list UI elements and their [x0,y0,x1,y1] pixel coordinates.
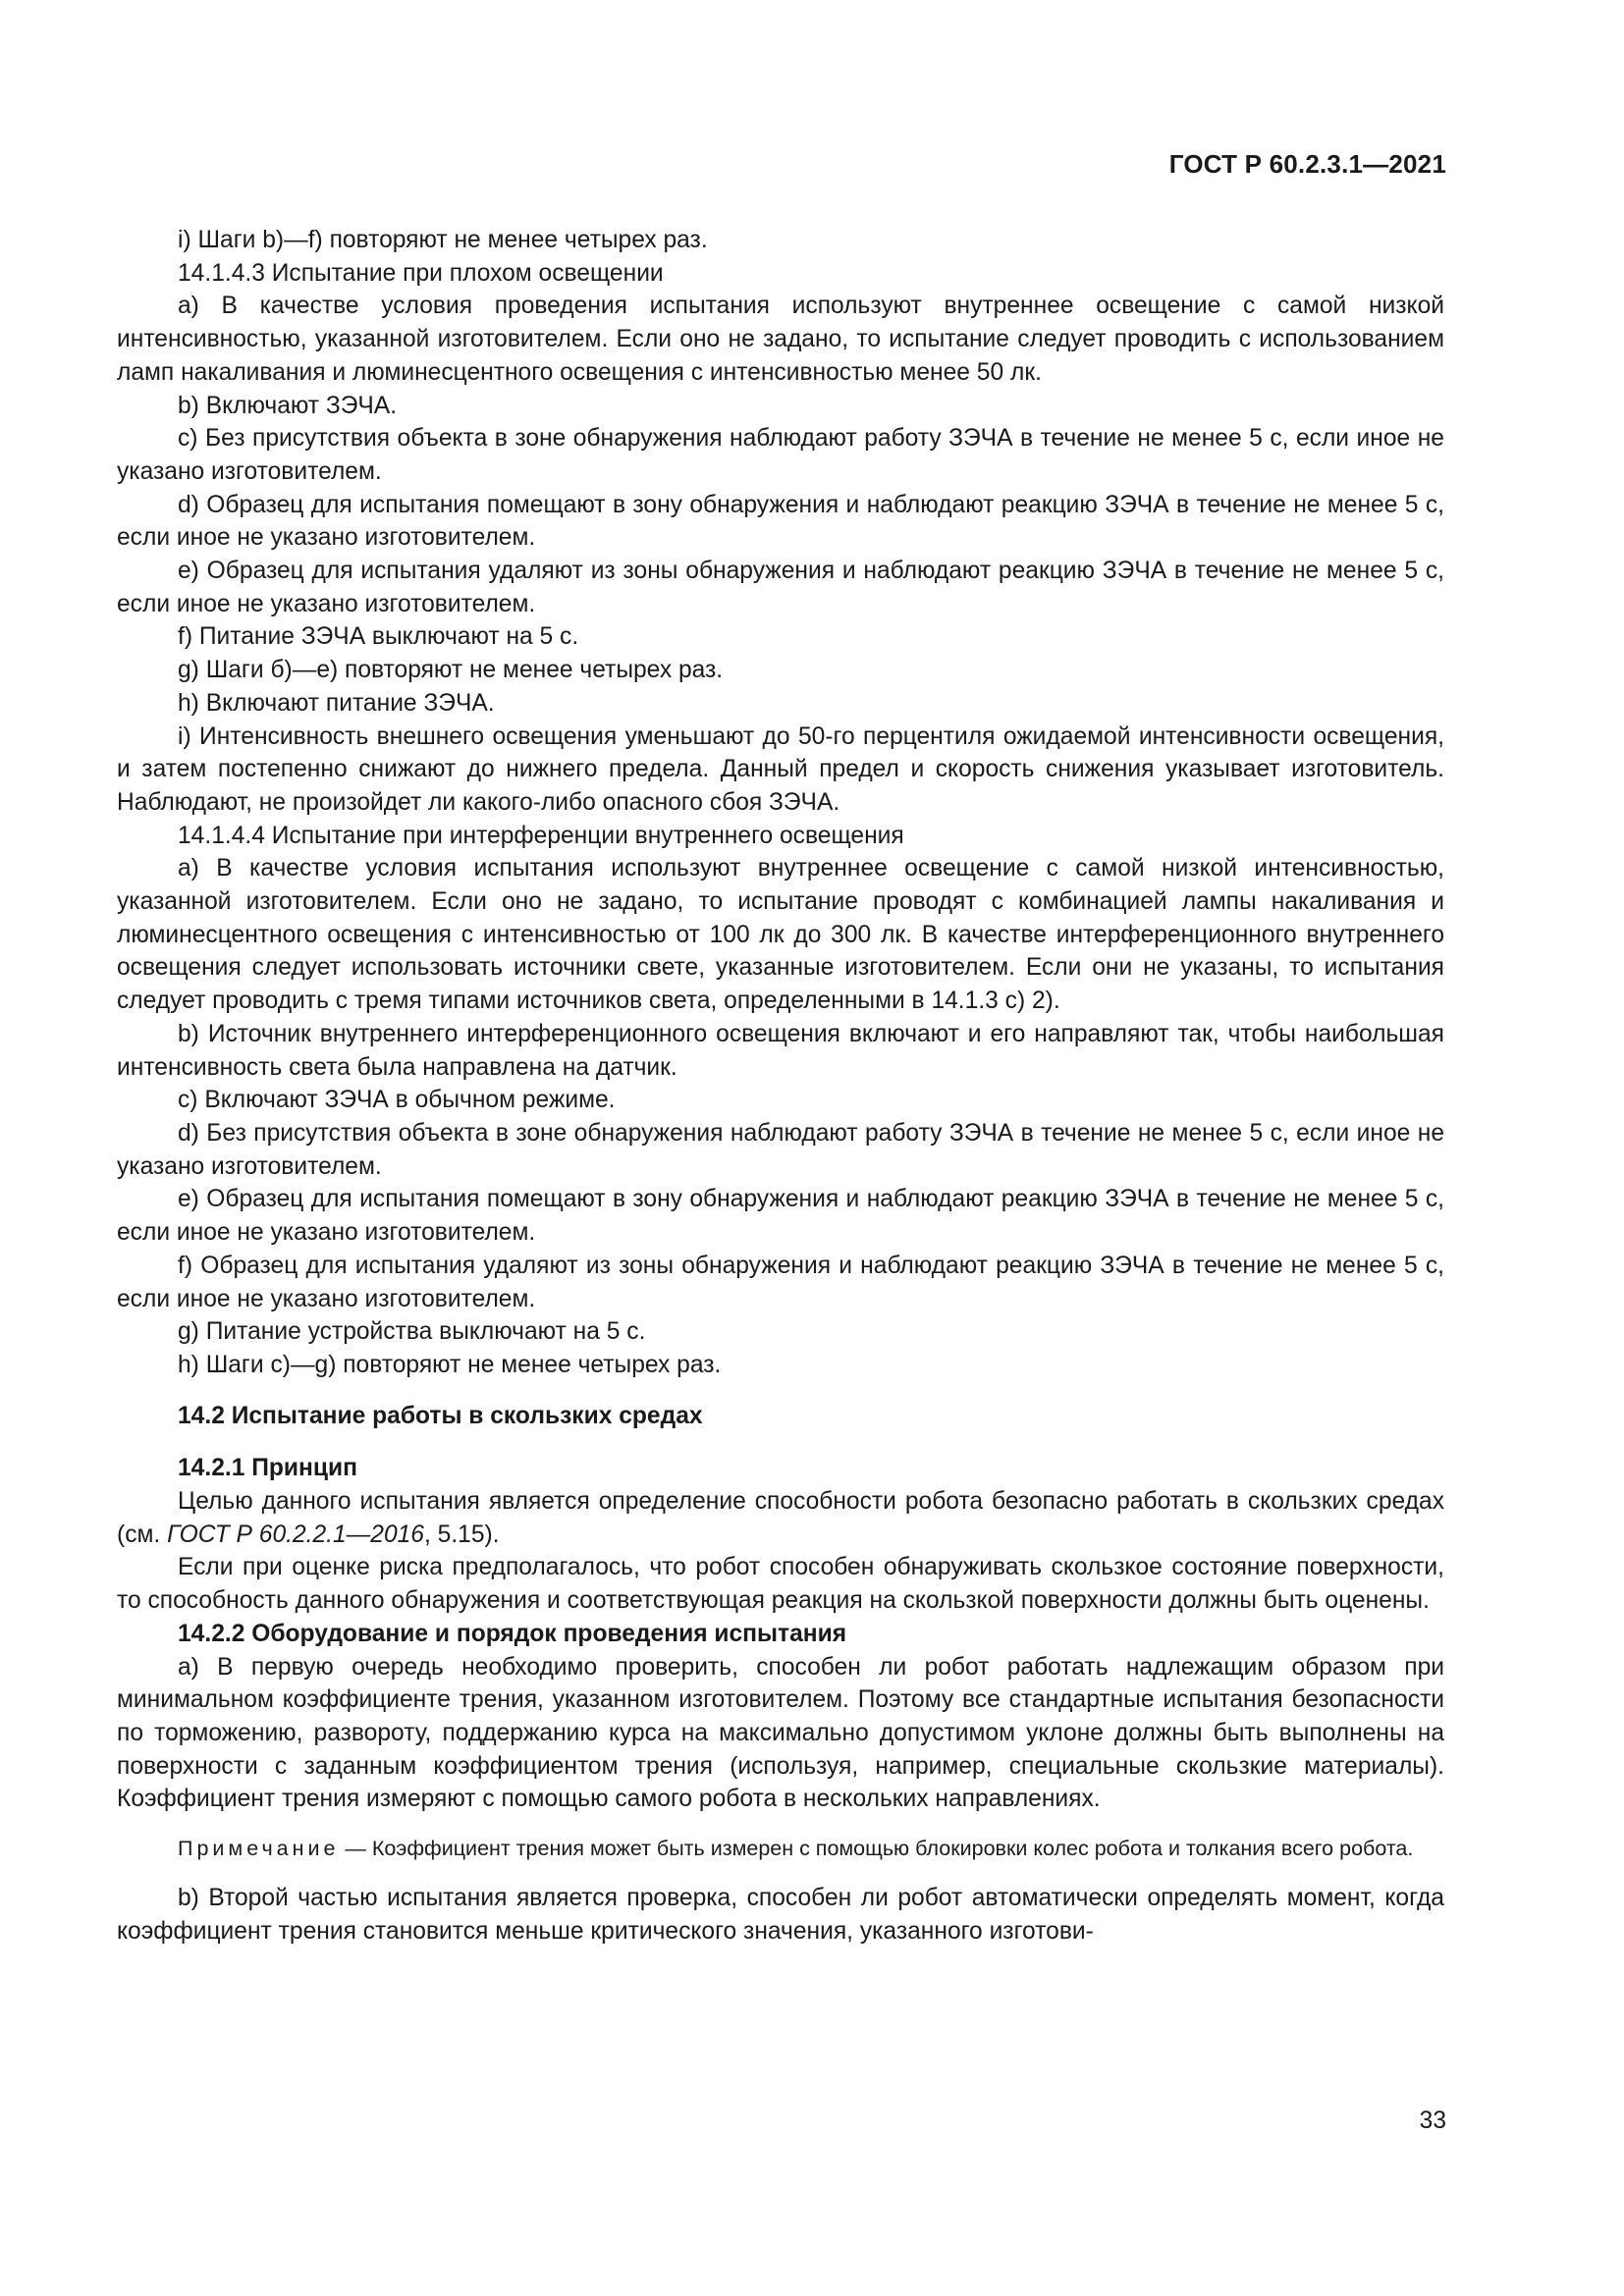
clause-heading: 14.1.4.3 Испытание при плохом освещении [178,259,664,287]
paragraph: i) Интенсивность внешнего освещения уменьшают до 50-го перцентиля ожидаемой интенсивности освещения, и затем постепенно снижают до нижнего предела. Данный предел и скорость снижения указывает изготовитель. Наблюдают, не произойдет ли какого-либо опасного сбоя ЗЭЧА. [117,722,1444,816]
paragraph: g) Шаги б)—е) повторяют не менее четырех раз. [178,657,724,684]
paragraph: b) Включают ЗЭЧА. [178,392,398,419]
paragraph-text: Целью данного испытания является определение способности робота безопасно работать в скользких средах (см. [117,1488,1444,1548]
subsection-heading: 14.2.2 Оборудование и порядок проведения испытания [178,1620,847,1647]
paragraph: c) Включают ЗЭЧА в обычном режиме. [178,1087,616,1114]
paragraph: a) В качестве условия испытания используют внутреннее освещение с самой низкой интенсивностью, указанной изготовителем. Если оно не задано, то испытание проводят с комбинацией лампы накаливания и люминесцентного освещения с интенсивностью от 100 лк до 300 лк. В качестве интерференционного внутреннего освещения следует использовать источники свете, указанные изготовителем. Если они не указаны, то испытания следует проводить с тремя типами источников света, определенными в 14.1.3 с) 2). [117,855,1444,1015]
paragraph: h) Шаги с)—g) повторяют не менее четырех раз. [178,1351,722,1378]
clause-heading: 14.1.4.4 Испытание при интерференции внутреннего освещения [178,822,904,849]
standard-reference: ГОСТ Р 60.2.2.1—2016 [167,1521,424,1548]
paragraph: h) Включают питание ЗЭЧА. [178,689,495,717]
paragraph: e) Образец для испытания удаляют из зоны обнаружения и наблюдают реакцию ЗЭЧА в течение не менее 5 с, если иное не указано изготовителем. [117,558,1444,617]
document-body [117,224,1444,1948]
document-code-header: ГОСТ Р 60.2.3.1—2021 [1168,149,1446,179]
note [117,1834,1444,1864]
paragraph: c) Без присутствия объекта в зоне обнаружения наблюдают работу ЗЭЧА в течение не менее 5 с, если иное не указано изготовителем. [117,425,1444,485]
paragraph: a) В первую очередь необходимо проверить, способен ли робот работать надлежащим образом при минимальном коэффициенте трения, указанном изготовителем. Поэтому все стандартные испытания безопасности по торможению, развороту, поддержанию курса на максимально допустимом уклоне должны быть выполнены на поверхности с заданным коэффициентом трения (используя, например, специальные скользкие материалы). Коэффициент трения измеряют с помощью самого робота в нескольких направлениях. [117,1653,1444,1813]
paragraph-with-reference [117,1485,1444,1551]
subsection-heading: 14.2.1 Принцип [178,1455,357,1482]
note-label: Примечание [178,1837,340,1861]
paragraph: f) Образец для испытания удаляют из зоны обнаружения и наблюдают реакцию ЗЭЧА в течение не менее 5 с, если иное не указано изготовителем. [117,1252,1444,1312]
paragraph: f) Питание ЗЭЧА выключают на 5 с. [178,623,579,651]
paragraph: b) Второй частью испытания является проверка, способен ли робот автоматически определять момент, когда коэффициент трения становится меньше критического значения, указанного изготови- [117,1885,1444,1945]
paragraph: e) Образец для испытания помещают в зону обнаружения и наблюдают реакцию ЗЭЧА в течение не менее 5 с, если иное не указано изготовителем. [117,1186,1444,1247]
paragraph: a) В качестве условия проведения испытания используют внутреннее освещение с самой низкой интенсивностью, указанной изготовителем. Если оно не задано, то испытание следует проводить с использованием ламп накаливания и люминесцентного освещения с интенсивностью менее 50 лк. [117,293,1444,386]
paragraph-text: , 5.15). [423,1521,500,1548]
paragraph: d) Без присутствия объекта в зоне обнаружения наблюдают работу ЗЭЧА в течение не менее 5 с, если иное не указано изготовителем. [117,1119,1444,1180]
section-heading: 14.2 Испытание работы в скользких средах [178,1402,703,1429]
page-number: 33 [1419,2108,1446,2134]
paragraph: i) Шаги b)—f) повторяют не менее четырех раз. [178,227,708,253]
paragraph: g) Питание устройства выключают на 5 с. [178,1318,646,1346]
paragraph: b) Источник внутреннего интерференционного освещения включают и его направляют так, чтобы наибольшая интенсивность света была направлена на датчик. [117,1020,1444,1081]
note-text: — Коэффициент трения может быть измерен с помощью блокировки колес робота и толкания всего робота. [339,1837,1414,1861]
paragraph: Если при оценке риска предполагалось, что робот способен обнаруживать скользкое состояние поверхности, то способность данного обнаружения и соответствующая реакция на скользкой поверхности должны быть оценены. [117,1554,1444,1615]
paragraph: d) Образец для испытания помещают в зону обнаружения и наблюдают реакцию ЗЭЧА в течение не менее 5 с, если иное не указано изготовителем. [117,491,1444,552]
